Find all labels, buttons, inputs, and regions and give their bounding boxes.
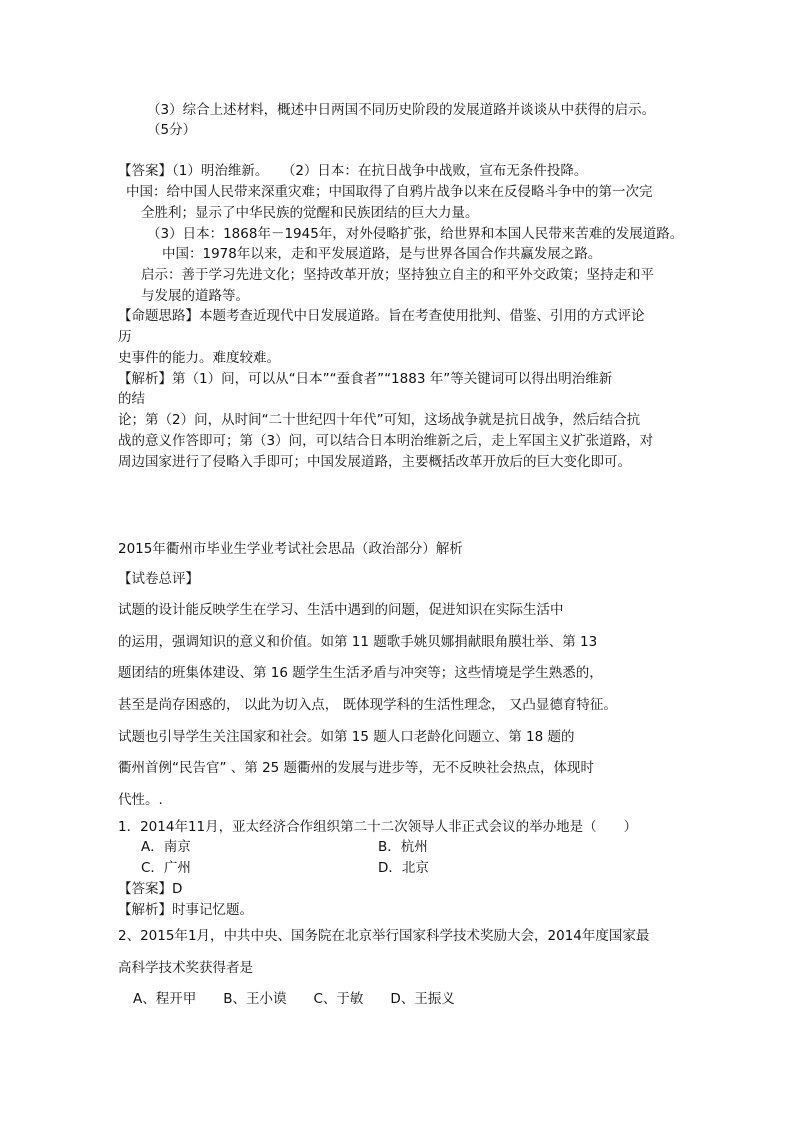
question-3-line-2: （5分）	[147, 122, 197, 138]
answer-line: 全胜利；显示了中华民族的觉醒和民族团结的巨大力量。	[141, 205, 479, 221]
analysis-line: 论；第（2）问，从时间“二十世纪四十年代”可知，这场战争就是抗日战争，然后结合抗	[118, 412, 641, 428]
review-line: 试题也引导学生关注国家和社会。如第 15 题人口老龄化问题立、第 18 题的	[118, 729, 575, 745]
question-2-stem-line-1: 2、2015年1月，中共中央、国务院在北京举行国家科学技术奖励大会，2014年度国家最	[118, 928, 650, 944]
analysis-line: 【解析】第（1）问，可以从“日本”“蚕食者”“1883 年”等关键词可以得出明治维新	[118, 371, 613, 387]
review-line: 题团结的班集体建设、第 16 题学生生活矛盾与冲突等；这些情境是学生熟悉的，	[118, 665, 603, 681]
question-1-option-c: C．广州	[141, 860, 191, 876]
review-line: 代性。.	[118, 792, 163, 808]
answer-line: 中国：1978年以来，走和平发展道路，是与世界各国合作共赢发展之路。	[162, 246, 602, 262]
question-1-stem: 1．2014年11月，亚太经济合作组织第二十二次领导人非正式会议的举办地是（ ）	[118, 819, 638, 835]
question-1-option-d: D．北京	[378, 860, 429, 876]
thinking-line: 【命题思路】本题考查近现代中日发展道路。旨在考查使用批判、借鉴、引用的方式评论	[118, 308, 645, 324]
question-3-line-1: （3）综合上述材料，概述中日两国不同历史阶段的发展道路并谈谈从中获得的启示。	[147, 102, 656, 118]
question-1-option-a: A．南京	[141, 839, 191, 855]
analysis-line: 战的意义作答即可；第（3）问，可以结合日本明治维新之后，走上军国主义扩张道路，对	[118, 433, 654, 449]
analysis-line: 周边国家进行了侵略入手即可；中国发展道路，主要概括改革开放后的巨大变化即可。	[118, 454, 631, 470]
question-2-options: A、程开甲 B、王小谟 C、于敏 D、王振义	[133, 991, 455, 1007]
review-line: 衢州首例“民告官” 、第 25 题衢州的发展与进步等，无不反映社会热点，体现时	[118, 760, 595, 776]
analysis-line: 的结	[118, 391, 145, 407]
answer-line: 启示：善于学习先进文化；坚持改革开放；坚持独立自主的和平外交政策；坚持走和平	[141, 267, 654, 283]
answer-line: （3）日本：1868年－1945年，对外侵略扩张，给世界和本国人民带来苦难的发展道路。	[147, 226, 684, 242]
review-line: 的运用，强调知识的意义和价值。如第 11 题歌手姚贝娜捐献眼角膜壮举、第 13	[118, 634, 598, 650]
thinking-line: 历	[118, 329, 132, 345]
question-2-stem-line-2: 高科学技术奖获得者是	[118, 960, 253, 976]
review-line: 试题的设计能反映学生在学习、生活中遇到的问题，促进知识在实际生活中	[118, 602, 564, 618]
answer-line: 与发展的道路等。	[141, 288, 249, 304]
answer-line: 【答案】（1）明治维新。 （2）日本：在抗日战争中战败，宣布无条件投降。	[118, 163, 588, 179]
question-1-answer: 【答案】D	[118, 881, 183, 897]
review-heading: 【试卷总评】	[118, 571, 199, 587]
thinking-line: 史事件的能力。难度较难。	[118, 350, 280, 366]
answer-line: 中国：给中国人民带来深重灾难；中国取得了自鸦片战争以来在反侵略斗争中的第一次完	[126, 184, 653, 200]
question-1-analysis: 【解析】时事记忆题。	[118, 902, 253, 918]
section-title: 2015年衢州市毕业生学业考试社会思品（政治部分）解析	[118, 541, 463, 557]
question-1-option-b: B．杭州	[378, 839, 428, 855]
review-line: 甚至是尚存困惑的， 以此为切入点， 既体现学科的生活性理念， 又凸显德育特征。	[118, 697, 617, 713]
